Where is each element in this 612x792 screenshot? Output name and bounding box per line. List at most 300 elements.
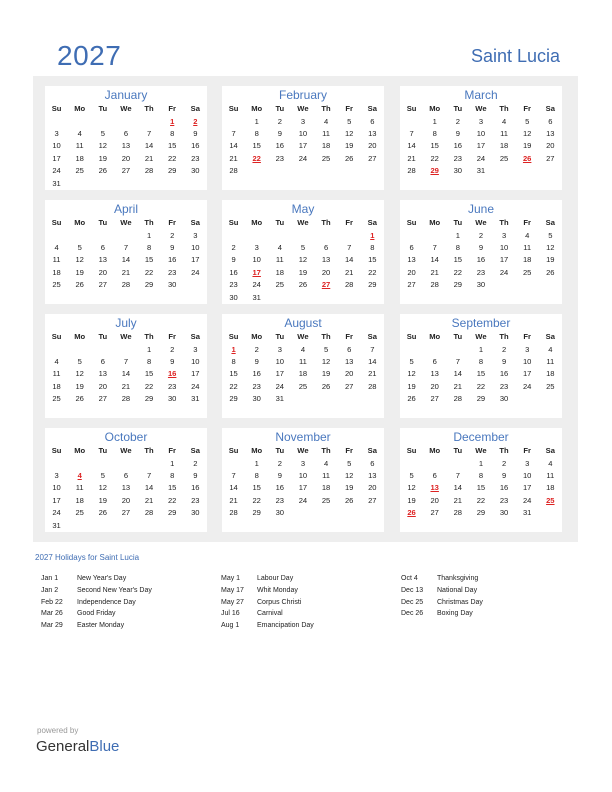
empty-day-cell [114, 230, 137, 242]
day-cell: 2 [254, 344, 259, 354]
empty-day-cell [222, 458, 245, 470]
day-cell: 23 [252, 381, 261, 391]
weekday-header [400, 331, 562, 343]
month-name: March [464, 88, 498, 102]
day-cell: 17 [522, 483, 532, 493]
day-cell: 16 [499, 369, 509, 379]
holiday-day-cell: 1 [170, 116, 175, 126]
day-cell: 30 [191, 166, 200, 176]
week-row [222, 116, 384, 128]
weekday-label: Sa [367, 218, 377, 227]
day-cell: 9 [231, 255, 236, 265]
day-cell: 25 [321, 495, 331, 505]
day-cell: 5 [300, 243, 306, 252]
holiday-name: Thanksgiving [437, 575, 479, 582]
weekday-label: Fr [168, 104, 176, 113]
week-row [45, 344, 207, 356]
day-cell: 3 [193, 344, 198, 354]
day-cell: 27 [368, 153, 377, 163]
day-cell: 28 [229, 166, 238, 176]
empty-day-cell [222, 230, 245, 242]
day-cell: 19 [407, 381, 416, 391]
day-cell: 14 [430, 255, 439, 265]
powered-by-text: powered by [37, 726, 79, 735]
day-cell: 21 [407, 153, 416, 163]
empty-day-cell [91, 230, 114, 242]
empty-day-cell [161, 520, 184, 532]
empty-day-cell [400, 230, 423, 242]
weekday-header [222, 331, 384, 343]
week-row [400, 507, 562, 519]
day-cell: 9 [170, 357, 175, 366]
day-cell: 24 [298, 495, 308, 505]
weekday-label: Su [228, 104, 239, 113]
month-may [222, 200, 384, 304]
weekday-label: Th [499, 218, 509, 227]
day-cell: 29 [229, 394, 238, 404]
week-row [400, 267, 562, 279]
week-row [400, 495, 562, 507]
day-cell: 18 [75, 495, 84, 505]
day-cell: 22 [229, 381, 238, 391]
holiday-date: May 27 [221, 598, 244, 606]
month-june [400, 200, 562, 304]
day-cell: 6 [370, 116, 375, 126]
empty-day-cell [114, 458, 137, 470]
weekday-label: Tu [275, 104, 285, 113]
day-cell: 14 [453, 369, 463, 379]
empty-day-cell [446, 458, 469, 470]
day-cell: 19 [407, 495, 416, 505]
weekday-header [400, 217, 562, 229]
empty-day-cell [361, 507, 384, 519]
day-cell: 2 [455, 116, 460, 126]
empty-day-cell [114, 178, 137, 190]
day-cell: 2 [193, 458, 198, 468]
weekday-label: Su [406, 446, 417, 455]
day-cell: 11 [75, 141, 84, 151]
day-cell: 2 [170, 230, 175, 240]
day-cell: 14 [344, 255, 354, 265]
day-cell: 10 [476, 129, 486, 138]
day-cell: 15 [167, 141, 177, 151]
day-cell: 27 [368, 495, 377, 505]
brand-logo[interactable] [36, 738, 119, 755]
day-cell: 6 [123, 129, 129, 138]
weekday-label: Tu [98, 446, 108, 455]
empty-day-cell [400, 116, 423, 128]
holiday-item [401, 573, 483, 585]
day-cell: 24 [52, 166, 61, 176]
holiday-day-cell: 26 [522, 153, 532, 163]
day-cell: 17 [52, 153, 61, 163]
day-cell: 3 [54, 471, 59, 480]
day-cell: 20 [121, 153, 131, 163]
week-row [45, 230, 207, 242]
empty-day-cell [268, 230, 291, 242]
day-cell: 14 [229, 483, 238, 493]
day-cell: 13 [121, 483, 131, 493]
month-name: January [104, 88, 148, 102]
holiday-date: Aug 1 [221, 622, 240, 630]
day-cell: 7 [409, 129, 414, 138]
day-cell: 21 [229, 153, 238, 163]
day-cell: 5 [409, 357, 414, 366]
day-cell: 17 [191, 255, 200, 265]
day-cell: 8 [478, 357, 484, 366]
day-cell: 13 [98, 255, 108, 265]
day-cell: 10 [275, 357, 285, 366]
empty-day-cell [361, 165, 384, 177]
empty-day-cell [291, 507, 314, 519]
day-cell: 26 [407, 394, 416, 404]
day-cell: 4 [300, 344, 306, 354]
week-row [45, 507, 207, 519]
empty-day-cell [91, 458, 114, 470]
day-cell: 23 [499, 381, 509, 391]
weekday-label: Fr [345, 104, 353, 113]
weekday-label: Th [321, 332, 331, 341]
holiday-name: Labour Day [257, 575, 294, 582]
day-cell: 6 [347, 344, 352, 354]
weekday-label: Mo [74, 104, 86, 113]
day-cell: 28 [121, 280, 131, 290]
day-cell: 25 [298, 381, 308, 391]
holiday-day-cell: 4 [77, 471, 82, 480]
day-cell: 26 [344, 495, 354, 505]
day-cell: 14 [407, 141, 416, 151]
empty-day-cell [338, 507, 361, 519]
holiday-item [41, 620, 152, 632]
holiday-date: Dec 26 [401, 610, 424, 618]
holiday-item [401, 585, 483, 597]
day-cell: 17 [476, 141, 486, 151]
day-cell: 13 [430, 369, 439, 379]
day-cell: 19 [321, 369, 331, 379]
day-cell: 3 [300, 116, 306, 126]
empty-day-cell [91, 520, 114, 532]
day-cell: 22 [252, 495, 261, 505]
day-cell: 12 [407, 483, 416, 493]
holiday-day-cell: 16 [167, 369, 177, 379]
day-cell: 1 [432, 116, 437, 126]
weekday-header [400, 103, 562, 115]
day-cell: 20 [407, 267, 416, 277]
day-cell: 28 [144, 166, 154, 176]
weekday-label: Su [406, 104, 417, 113]
week-row [400, 128, 562, 140]
day-cell: 10 [191, 243, 200, 252]
day-cell: 8 [146, 357, 152, 366]
day-cell: 19 [98, 495, 108, 505]
day-cell: 22 [476, 495, 486, 505]
weekday-label: Sa [367, 332, 377, 341]
day-cell: 11 [52, 255, 61, 265]
day-cell: 3 [501, 230, 507, 240]
week-row [45, 458, 207, 470]
week-row [222, 482, 384, 494]
day-cell: 3 [525, 344, 530, 354]
day-cell: 25 [546, 381, 555, 391]
weekday-label: Su [51, 218, 62, 227]
day-cell: 30 [191, 508, 200, 518]
day-cell: 5 [548, 230, 553, 240]
day-cell: 28 [453, 394, 463, 404]
day-cell: 12 [546, 243, 555, 252]
day-cell: 4 [54, 243, 59, 252]
day-cell: 22 [430, 153, 439, 163]
day-cell: 25 [321, 153, 331, 163]
day-cell: 27 [121, 166, 131, 176]
weekday-label: Su [406, 218, 417, 227]
day-cell: 14 [229, 141, 238, 151]
empty-day-cell [315, 230, 338, 242]
week-row [400, 470, 562, 482]
day-cell: 30 [499, 394, 509, 404]
day-cell: 9 [193, 471, 198, 480]
day-cell: 13 [368, 129, 377, 138]
weekday-header [45, 103, 207, 115]
weekday-label: Sa [190, 104, 200, 113]
day-cell: 18 [52, 381, 61, 391]
week-row [400, 242, 562, 254]
day-cell: 25 [75, 508, 84, 518]
holiday-date: Dec 25 [401, 598, 424, 606]
weekday-label: Fr [345, 332, 353, 341]
week-row [222, 393, 384, 405]
day-cell: 28 [144, 508, 154, 518]
day-cell: 23 [167, 267, 177, 277]
day-cell: 29 [368, 280, 377, 290]
day-cell: 29 [476, 508, 486, 518]
empty-day-cell [138, 116, 161, 128]
day-cell: 12 [344, 129, 354, 138]
day-cell: 29 [144, 394, 154, 404]
month-name: November [275, 430, 331, 444]
week-row [45, 393, 207, 405]
day-cell: 15 [252, 141, 261, 151]
day-cell: 4 [548, 344, 553, 354]
day-cell: 18 [522, 255, 532, 265]
holiday-name: National Day [437, 586, 478, 594]
weekday-label: Fr [168, 218, 176, 227]
weekday-label: Fr [523, 446, 531, 455]
weekday-header [45, 217, 207, 229]
week-row [45, 153, 207, 165]
day-cell: 14 [453, 483, 463, 493]
day-cell: 7 [347, 243, 352, 252]
day-cell: 30 [167, 394, 177, 404]
day-cell: 18 [546, 483, 555, 493]
day-cell: 27 [121, 508, 131, 518]
day-cell: 22 [167, 153, 177, 163]
week-row [45, 279, 207, 291]
day-cell: 31 [522, 508, 532, 518]
day-cell: 12 [75, 369, 84, 379]
day-cell: 10 [52, 483, 61, 493]
day-cell: 31 [476, 166, 486, 176]
day-cell: 10 [252, 255, 261, 265]
week-row [400, 356, 562, 368]
day-cell: 20 [98, 267, 108, 277]
day-cell: 8 [478, 471, 484, 480]
day-cell: 19 [522, 141, 532, 151]
day-cell: 7 [231, 129, 236, 138]
holidays-title: 2027 Holidays for Saint Lucia [35, 553, 140, 562]
empty-day-cell [184, 520, 207, 532]
day-cell: 10 [499, 243, 509, 252]
day-cell: 23 [453, 153, 463, 163]
day-cell: 17 [298, 483, 308, 493]
holiday-date: Jan 2 [41, 586, 59, 594]
day-cell: 17 [298, 141, 308, 151]
weekday-label: Mo [251, 104, 263, 113]
day-cell: 22 [368, 267, 377, 277]
day-cell: 6 [432, 357, 437, 366]
empty-day-cell [361, 393, 384, 405]
holiday-item [41, 597, 152, 609]
week-row [400, 230, 562, 242]
day-cell: 31 [275, 394, 285, 404]
day-cell: 25 [275, 280, 285, 290]
day-cell: 17 [52, 495, 61, 505]
week-row [400, 393, 562, 405]
day-cell: 21 [144, 495, 154, 505]
day-cell: 16 [191, 483, 200, 493]
empty-day-cell [539, 165, 562, 177]
day-cell: 11 [546, 357, 555, 366]
empty-day-cell [315, 292, 338, 304]
weekday-label: We [120, 446, 132, 455]
day-cell: 16 [167, 255, 177, 265]
weekday-label: Th [321, 446, 331, 455]
holiday-name: New Year's Day [77, 575, 127, 582]
day-cell: 7 [146, 471, 152, 480]
day-cell: 3 [478, 116, 484, 126]
empty-day-cell [338, 292, 361, 304]
day-cell: 18 [275, 267, 285, 277]
empty-day-cell [114, 520, 137, 532]
month-february [222, 86, 384, 190]
empty-day-cell [114, 116, 137, 128]
empty-day-cell [138, 458, 161, 470]
day-cell: 8 [455, 243, 460, 252]
holiday-name: Boxing Day [437, 610, 473, 618]
holiday-day-cell: 1 [370, 230, 375, 240]
empty-day-cell [91, 178, 114, 190]
day-cell: 24 [52, 508, 61, 518]
empty-day-cell [138, 520, 161, 532]
week-row [222, 356, 384, 368]
day-cell: 13 [368, 471, 377, 480]
week-row [400, 153, 562, 165]
day-cell: 7 [432, 243, 437, 252]
day-cell: 22 [144, 267, 154, 277]
day-cell: 14 [144, 141, 154, 151]
week-row [45, 356, 207, 368]
day-cell: 21 [121, 381, 131, 391]
month-september [400, 314, 562, 418]
day-cell: 7 [123, 243, 129, 252]
day-cell: 23 [191, 153, 200, 163]
day-cell: 5 [100, 471, 105, 480]
holiday-name: Independence Day [77, 598, 136, 606]
weekday-label: We [297, 332, 309, 341]
day-cell: 1 [146, 344, 152, 354]
weekday-label: Su [51, 446, 62, 455]
week-row [222, 153, 384, 165]
day-cell: 11 [546, 471, 555, 480]
day-cell: 3 [300, 458, 306, 468]
day-cell: 3 [277, 344, 282, 354]
holiday-item [221, 573, 314, 585]
empty-day-cell [446, 344, 469, 356]
weekday-label: We [120, 332, 132, 341]
weekday-label: Mo [429, 104, 441, 113]
empty-day-cell [493, 165, 516, 177]
month-name: August [284, 316, 322, 330]
day-cell: 28 [344, 280, 354, 290]
empty-day-cell [45, 116, 68, 128]
day-cell: 26 [98, 166, 108, 176]
week-row [45, 165, 207, 177]
day-cell: 15 [144, 369, 154, 379]
day-cell: 9 [501, 357, 507, 366]
weekday-label: Fr [523, 332, 531, 341]
holiday-date: Dec 13 [401, 586, 424, 594]
month-name: July [115, 316, 137, 330]
weekday-header [45, 445, 207, 457]
day-cell: 8 [146, 243, 152, 252]
holiday-item [41, 573, 152, 585]
month-july [45, 314, 207, 418]
weekday-label: Sa [190, 218, 200, 227]
day-cell: 4 [548, 458, 553, 468]
day-cell: 1 [254, 116, 259, 126]
week-row [400, 116, 562, 128]
weekday-label: Sa [545, 218, 555, 227]
weekday-label: We [475, 104, 487, 113]
day-cell: 1 [455, 230, 460, 240]
holiday-day-cell: 17 [252, 267, 261, 277]
holiday-day-cell: 26 [407, 508, 416, 518]
weekday-label: Th [499, 332, 509, 341]
holiday-day-cell: 22 [252, 153, 261, 163]
week-row [400, 165, 562, 177]
day-cell: 30 [252, 394, 261, 404]
holiday-name: Corpus Christi [257, 598, 302, 606]
day-cell: 11 [298, 357, 307, 366]
weekday-label: We [297, 104, 309, 113]
day-cell: 12 [75, 255, 84, 265]
day-cell: 17 [499, 255, 509, 265]
day-cell: 6 [370, 458, 375, 468]
day-cell: 22 [167, 495, 177, 505]
empty-day-cell [68, 458, 91, 470]
day-cell: 1 [478, 344, 484, 354]
day-cell: 27 [430, 394, 439, 404]
empty-day-cell [516, 393, 539, 405]
day-cell: 30 [476, 280, 486, 290]
day-cell: 20 [430, 495, 439, 505]
day-cell: 26 [546, 267, 555, 277]
empty-day-cell [291, 230, 314, 242]
day-cell: 15 [430, 141, 439, 151]
weekday-label: We [120, 218, 132, 227]
day-cell: 26 [321, 381, 331, 391]
weekday-label: Tu [275, 218, 285, 227]
day-cell: 30 [453, 166, 463, 176]
